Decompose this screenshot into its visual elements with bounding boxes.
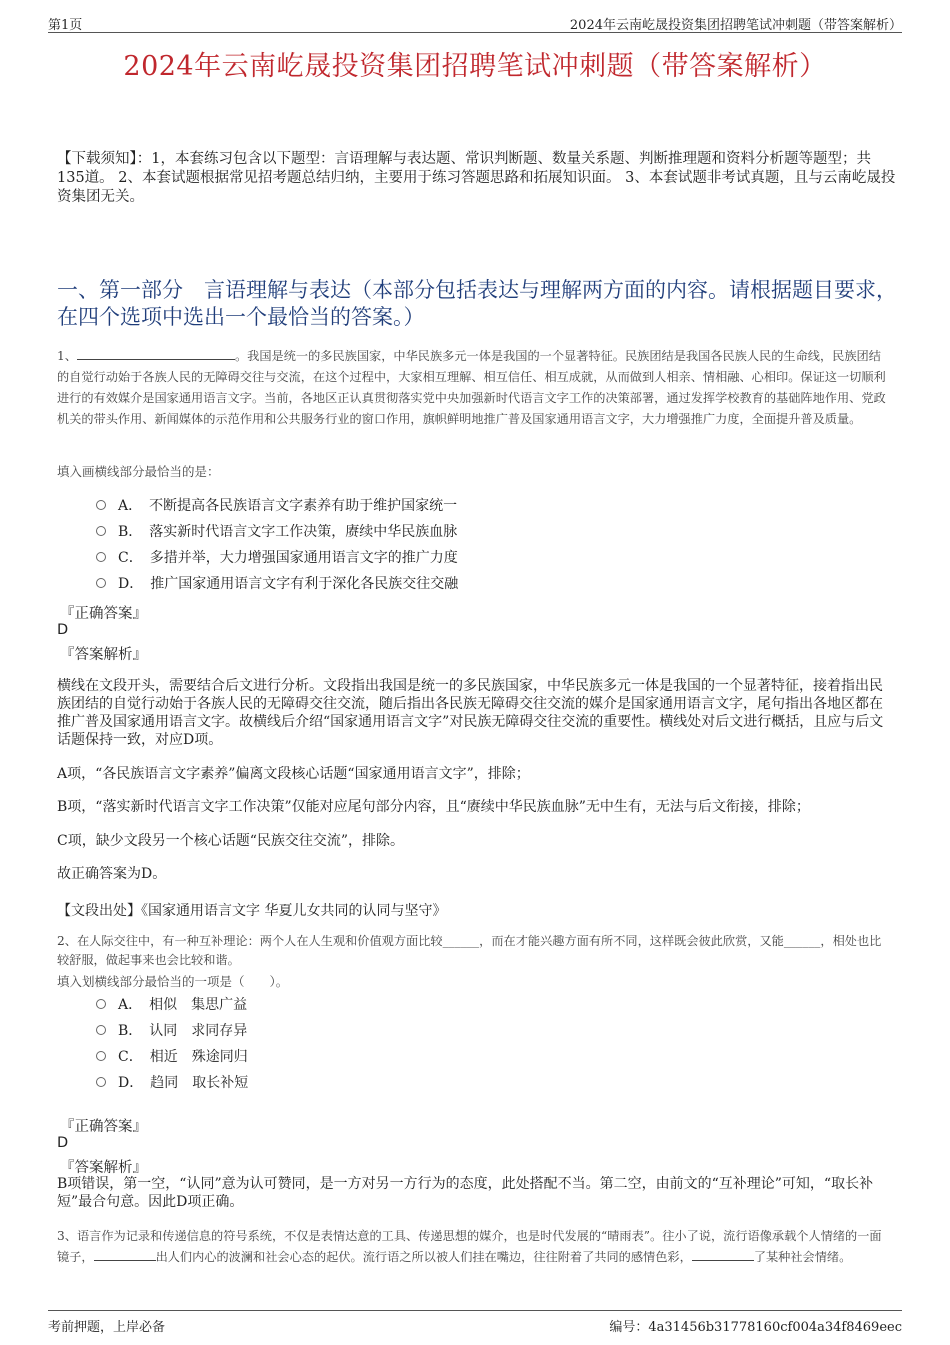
question-1-prompt: 填入画横线部分最恰当的是：: [57, 464, 220, 479]
question-3-body-a: 3、语言作为记录和传递信息的符号系统，不仅是表情达意的工具、传递思想的媒介，也是时代发展的“晴雨表”。往小了说，流行语像承载个人情绪的一面镜子，: [57, 1229, 882, 1264]
option-c[interactable]: [96, 1047, 248, 1067]
option-b[interactable]: [96, 1021, 247, 1041]
analysis-label: 『答案解析』: [60, 1160, 147, 1176]
option-label: D． 推广国家通用语言文字有利于深化各民族交往交融: [118, 576, 459, 592]
radio-icon[interactable]: [96, 1077, 106, 1087]
radio-icon[interactable]: [96, 1051, 106, 1061]
radio-icon[interactable]: [96, 552, 106, 562]
answer-label: 『正确答案』: [60, 1119, 147, 1135]
footer-slogan: 考前押题，上岸必备: [48, 1320, 166, 1335]
analysis-paragraph: B项错误，第一空，“认同”意为认可赞同，是一方对另一方行为的态度，此处搭配不当。第二空，由前文的“互补理论”可知，“取长补短”最合句意。因此D项正确。: [57, 1176, 874, 1210]
fill-blank: [94, 1248, 156, 1261]
option-b[interactable]: [96, 522, 457, 542]
fill-blank: [692, 1248, 754, 1261]
option-label: C． 多措并举，大力增强国家通用语言文字的推广力度: [118, 550, 458, 566]
option-a[interactable]: [96, 995, 247, 1015]
analysis-paragraph: C项，缺少文段另一个核心话题“民族交往交流”，排除。: [57, 833, 405, 849]
footer-code: 编号：4a31456b31778160cf004a34f8469eec: [609, 1320, 902, 1335]
source-citation: 【文段出处】《国家通用语言文字 华夏儿女共同的认同与坚守》: [57, 903, 447, 919]
radio-icon[interactable]: [96, 500, 106, 510]
answer-value: D: [57, 622, 69, 638]
question-1-text: [57, 346, 892, 430]
answer-value: D: [57, 1135, 69, 1151]
option-label: B． 落实新时代语言文字工作决策，赓续中华民族血脉: [118, 524, 458, 540]
option-a[interactable]: [96, 496, 457, 516]
page-footer: [48, 1310, 902, 1335]
fill-blank: [77, 347, 235, 360]
question-3-body-b: 出人们内心的波澜和社会心态的起伏。流行语之所以被人们挂在嘴边，往往附着了共同的感情色彩，: [155, 1250, 692, 1264]
analysis-paragraph: A项，“各民族语言文字素养”偏离文段核心话题“国家通用语言文字”，排除；: [57, 766, 530, 782]
option-label: A． 不断提高各民族语言文字素养有助于维护国家统一: [118, 498, 458, 514]
question-3-text: [57, 1226, 892, 1268]
radio-icon[interactable]: [96, 1025, 106, 1035]
option-label: B． 认同 求同存异: [118, 1023, 248, 1039]
question-2-prompt: 填入划横线部分最恰当的一项是（ ）。: [57, 974, 289, 989]
analysis-paragraph: 横线在文段开头，需要结合后文进行分析。文段指出我国是统一的多民族国家，中华民族多元一体是我国的一个显著特征，接着指出民族团结的自觉行动始于各族人民的无障碍交往交流，随后指出各民族无障碍交往交流的媒介是国家通用语言文字，尾句指出各地区都在推广普及国家通用语言文字。故横线后介绍“国家通用语言文字”对民族无障碍交往交流的重要性。横线处对后文进行概括，且应与后文话题保持一致，对应D项。: [57, 678, 884, 748]
option-label: C． 相近 殊途同归: [118, 1049, 248, 1065]
radio-icon[interactable]: [96, 526, 106, 536]
page-number: 第1页: [48, 18, 83, 33]
option-label: A． 相似 集思广益: [118, 997, 248, 1013]
page-header: [48, 12, 902, 33]
option-label: D． 趋同 取长补短: [118, 1075, 249, 1091]
question-1-number: 1、: [57, 349, 77, 363]
question-3-body-c: 了某种社会情绪。: [753, 1250, 852, 1264]
analysis-paragraph: 故正确答案为D。: [57, 866, 167, 882]
analysis-label: 『答案解析』: [60, 647, 147, 663]
analysis-paragraph: B项，“落实新时代语言文字工作决策”仅能对应尾句部分内容，且“赓续中华民族血脉”无中生有，无法与后文衔接，排除；: [57, 799, 810, 815]
option-d[interactable]: [96, 1073, 248, 1093]
header-doc-title: 2024年云南屹晟投资集团招聘笔试冲刺题（带答案解析）: [569, 18, 902, 33]
radio-icon[interactable]: [96, 999, 106, 1009]
option-c[interactable]: [96, 548, 458, 568]
section-heading: 一、第一部分 言语理解与表达（本部分包括表达与理解两方面的内容。请根据题目要求，在四个选项中选出一个最恰当的答案。）: [57, 278, 897, 329]
radio-icon[interactable]: [96, 578, 106, 588]
question-1-body: 。我国是统一的多民族国家，中华民族多元一体是我国的一个显著特征。民族团结是我国各民族人民的生命线，民族团结的自觉行动始于各族人民的无障碍交往与交流，在这个过程中，大家相互理解、相互信任、相互成就，从而做到人相亲、情相融、心相印。保证这一切顺利进行的有效媒介是国家通用语言文字。当前，各地区正认真贯彻落实党中央加强新时代语言文字工作的决策部署，通过发挥学校教育的基础阵地作用、党政机关的带头作用、新闻媒体的示范作用和公共服务行业的窗口作用，旗帜鲜明地推广普及国家通用语言文字，大力增强推广力度，全面提升普及质量。: [57, 349, 886, 426]
question-2-text: 2、在人际交往中，有一种互补理论：两个人在人生观和价值观方面比较______，而在才能兴趣方面有所不同，这样既会彼此欣赏，又能______，相处也比较舒服，做起事来也会比较和谐。: [57, 934, 882, 967]
download-notice: 【下载须知】：1，本套练习包含以下题型：言语理解与表达题、常识判断题、数量关系题、判断推理题和资料分析题等题型；共135道。 2、本套试题根据常见招考题总结归纳，主要用于练习答题思路和拓展知识面。 3、本套试题非考试真题，且与云南屹晟投资集团无关。: [57, 151, 896, 205]
page-title: 2024年云南屹晟投资集团招聘笔试冲刺题（带答案解析）: [123, 51, 827, 82]
answer-label: 『正确答案』: [60, 606, 147, 622]
option-d[interactable]: [96, 574, 458, 594]
